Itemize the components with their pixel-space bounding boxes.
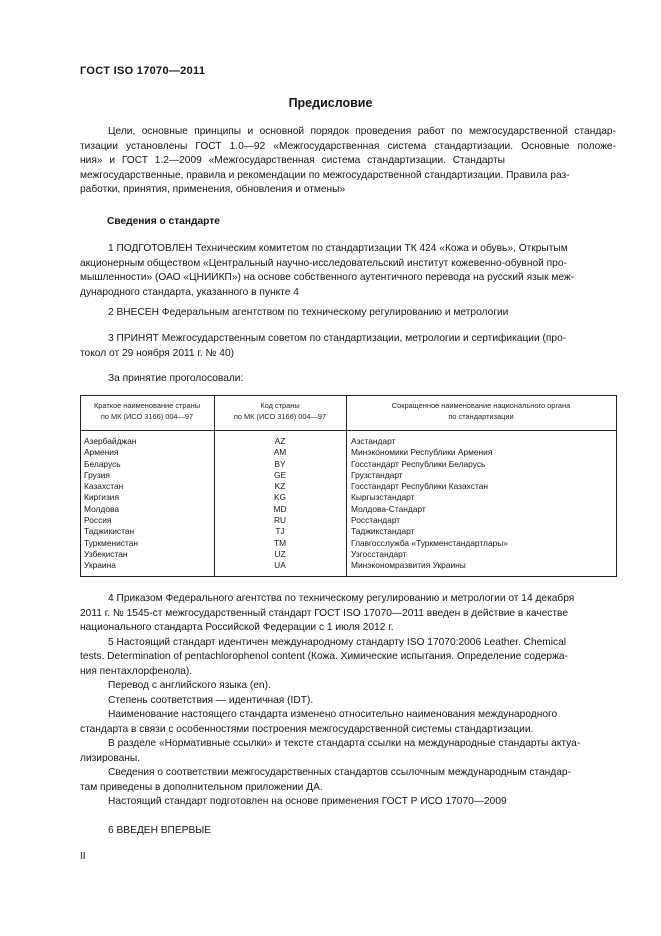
- body-cell: Грузстандарт: [351, 469, 403, 480]
- preface-line: работки, принятия, применения, обновления и отмены»: [80, 184, 346, 195]
- header-line: Сокращенное наименование национального органа: [391, 401, 571, 410]
- country-cell: Россия: [84, 515, 112, 526]
- references-line: В разделе «Нормативные ссылки» и тексте стандарта ссылки на международные стандарты актуа-: [108, 738, 581, 749]
- body-cell: Госстандарт Республики Беларусь: [351, 458, 486, 469]
- item-5-line: tests. Determination of pentachlorophenol content (Кожа. Химические испытания. Определение содержа-: [80, 651, 568, 662]
- country-cell: Молдова: [84, 503, 119, 514]
- references-line: лизированы.: [80, 752, 141, 764]
- header-line: Краткое наименование страны: [93, 401, 201, 410]
- preface-line: межгосударственные, правила и рекомендации по межгосударственной стандартизации. Правила раз-: [80, 169, 570, 181]
- document-header: ГОСТ ISO 17070—2011: [80, 65, 206, 77]
- page-title: Предисловие: [288, 96, 373, 110]
- conformity-note: Степень соответствия — идентичная (IDT).: [108, 694, 314, 706]
- code-cell: MD: [273, 503, 287, 514]
- table-row: [80, 492, 616, 503]
- code-cell: TM: [273, 537, 287, 548]
- header-line: Код страны: [260, 401, 300, 410]
- item-1-line: мышленности» (ОАО «ЦНИИКП») на основе собственного аутентичного перевода на русский язык меж-: [80, 272, 575, 283]
- code-cell: UZ: [274, 548, 286, 559]
- code-cell: AM: [273, 447, 287, 458]
- code-cell: GE: [273, 469, 287, 480]
- table-row: [80, 447, 616, 458]
- table-body: [80, 436, 616, 572]
- item-4-line: 2011 г. № 1545-ст межгосударственный стандарт ГОСТ ISO 17070—2011 введен в действие в качестве: [80, 607, 568, 619]
- table-header-code: [214, 401, 346, 422]
- table-row: [80, 470, 616, 481]
- country-cell: Беларусь: [84, 458, 121, 469]
- table-row: [80, 549, 616, 560]
- voted-label: За принятие проголосовали:: [108, 373, 244, 384]
- body-cell: Госстандарт Республики Казахстан: [351, 481, 488, 492]
- info-line: там приведены в дополнительном приложении ДА.: [80, 781, 323, 793]
- table-row: [80, 515, 616, 526]
- voting-table: [80, 395, 616, 576]
- preface-line: Цели, основные принципы и основной порядок проведения работ по межгосударственной стандар-: [108, 126, 616, 137]
- header-line: по МК (ИСО 3166) 004—97: [233, 411, 327, 421]
- item-6: 6 ВВЕДЕН ВПЕРВЫЕ: [108, 825, 212, 836]
- header-line: по МК (ИСО 3166) 004—97: [100, 411, 194, 421]
- country-cell: Армения: [84, 447, 119, 458]
- country-cell: Туркменистан: [84, 537, 138, 548]
- item-4-line: национального стандарта Российской Федерации с 1 июля 2012 г.: [80, 622, 394, 633]
- code-cell: UA: [274, 560, 286, 571]
- item-1-line: дународного стандарта, указанного в пункте 4: [80, 286, 299, 298]
- country-cell: Грузия: [84, 469, 110, 480]
- country-cell: Азербайджан: [84, 436, 137, 446]
- table-row: [80, 459, 616, 470]
- code-cell: KZ: [274, 481, 286, 492]
- item-5-line: 5 Настоящий стандарт идентичен международному стандарту ISO 17070:2006 Leather. Chemical: [108, 636, 567, 648]
- code-cell: BY: [274, 458, 286, 469]
- country-cell: Таджикистан: [84, 526, 135, 537]
- table-header-body: [346, 401, 616, 422]
- table-row: [80, 560, 616, 571]
- code-cell: RU: [273, 515, 287, 526]
- preface-line: ния» и ГОСТ 1.2—2009 «Межгосударственная система стандартизации. Стандарты: [80, 155, 505, 166]
- body-cell: Молдова-Стандарт: [351, 503, 426, 514]
- header-line: по стандартизации: [448, 411, 514, 421]
- basis-note: Настоящий стандарт подготовлен на основе применения ГОСТ Р ИСО 17070—2009: [108, 796, 507, 807]
- item-4-line: 4 Приказом Федерального агентства по техническому регулированию и метрологии от 14 декабря: [108, 593, 575, 604]
- table-row: [80, 504, 616, 515]
- table-header-country: [80, 401, 214, 422]
- item-3-line: 3 ПРИНЯТ Межгосударственным советом по стандартизации, метрологии и сертификации (про-: [108, 333, 567, 344]
- country-cell: Узбекистан: [84, 548, 128, 559]
- info-line: Сведения о соответствии межгосударственных стандартов ссылочным международным стандар-: [108, 767, 571, 778]
- body-cell: Азстандарт: [351, 436, 396, 446]
- item-5-line: ния пентахлорфенола).: [80, 665, 193, 677]
- table-row: [80, 538, 616, 549]
- section-subheading: Сведения о стандарте: [107, 216, 220, 227]
- body-cell: Минэкономразвития Украины: [351, 560, 466, 571]
- body-cell: Узгосстандарт: [351, 548, 407, 559]
- preface-line: тизации установлены ГОСТ 1.0—92 «Межгосударственная система стандартизации. Основные положе-: [80, 140, 616, 152]
- body-cell: Главгосслужба «Туркменстандартлары»: [351, 537, 508, 548]
- naming-line: Наименование настоящего стандарта изменено относительно наименования международного: [108, 709, 558, 720]
- translation-note: Перевод с английского языка (en).: [108, 680, 271, 691]
- body-cell: Минэкономики Республики Армения: [351, 447, 493, 458]
- table-row: [80, 436, 616, 447]
- item-2: 2 ВНЕСЕН Федеральным агентством по техническому регулированию и метрологии: [108, 307, 509, 318]
- code-cell: AZ: [274, 436, 286, 446]
- item-1-line: 1 ПОДГОТОВЛЕН Техническим комитетом по стандартизации ТК 424 «Кожа и обувь», Открытым: [108, 243, 568, 254]
- country-cell: Украина: [84, 560, 116, 571]
- body-cell: Кыргызстандарт: [351, 492, 415, 503]
- naming-line: стандарта в связи с особенностями построения межгосударственной системы стандартизации.: [80, 723, 534, 735]
- page-number: II: [80, 851, 86, 862]
- table-row: [80, 526, 616, 537]
- body-cell: Таджикстандарт: [351, 526, 415, 537]
- table-header-divider: [80, 430, 616, 431]
- country-cell: Киргизия: [84, 492, 120, 503]
- table-row: [80, 481, 616, 492]
- code-cell: KG: [273, 492, 287, 503]
- item-1-line: акционерным обществом «Центральный научно-исследовательский институт кожевенно-обувной про-: [80, 257, 567, 269]
- item-3-line: токол от 29 ноября 2011 г. № 40): [80, 347, 234, 359]
- code-cell: TJ: [275, 526, 285, 537]
- country-cell: Казахстан: [84, 481, 124, 492]
- body-cell: Росстандарт: [351, 515, 401, 526]
